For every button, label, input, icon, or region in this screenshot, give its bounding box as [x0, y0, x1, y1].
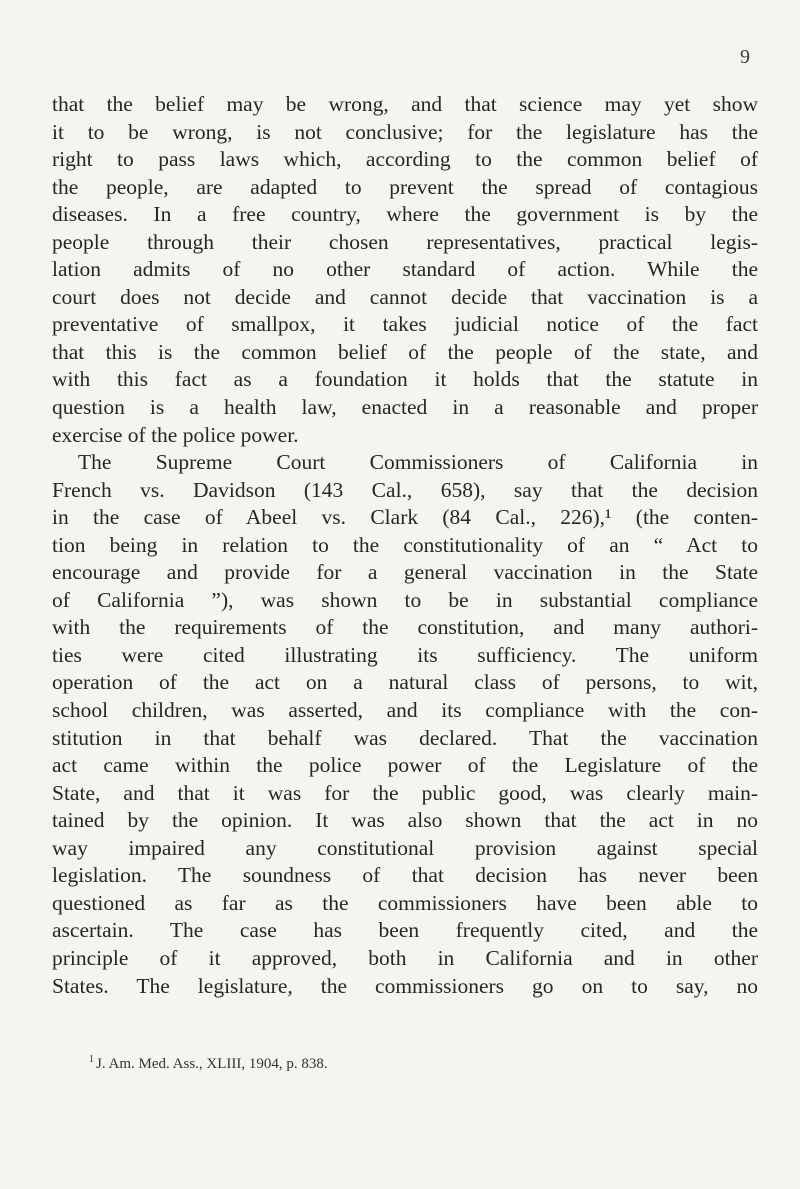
- text-line: way impaired any constitutional provision against special: [52, 835, 758, 860]
- text-line: principle of it approved, both in California and in other: [52, 945, 758, 970]
- text-line: it to be wrong, is not conclusive; for the legislature has the: [52, 119, 758, 144]
- footnote-marker: 1: [89, 1054, 94, 1065]
- footnote-text: J. Am. Med. Ass., XLIII, 1904, p. 838.: [96, 1056, 328, 1072]
- text-line: States. The legislature, the commissioners go on to say, no: [52, 973, 758, 998]
- text-line: questioned as far as the commissioners have been able to: [52, 890, 758, 915]
- text-line: ascertain. The case has been frequently cited, and the: [52, 918, 758, 943]
- text-line: with the requirements of the constitution, and many authori-: [52, 615, 758, 640]
- text-line: preventative of smallpox, it takes judicial notice of the fact: [52, 312, 758, 337]
- text-line: that the belief may be wrong, and that science may yet show: [52, 92, 758, 116]
- paragraph-vaccination-belief: [52, 91, 758, 449]
- text-line: right to pass laws which, according to the common belief of: [52, 147, 758, 172]
- page-number: 9: [740, 46, 751, 68]
- text-line: legislation. The soundness of that decision has never been: [52, 863, 758, 888]
- text-line: diseases. In a free country, where the government is by the: [52, 202, 758, 227]
- text-line: French vs. Davidson (143 Cal., 658), say that the decision: [52, 477, 758, 502]
- text-line: that this is the common belief of the people of the state, and: [52, 339, 758, 364]
- text-line: The Supreme Court Commissioners of California in: [78, 450, 758, 475]
- text-line: act came within the police power of the Legislature of the: [52, 753, 758, 778]
- text-line: people through their chosen representatives, practical legis-: [52, 229, 758, 254]
- text-line: lation admits of no other standard of action. While the: [52, 257, 758, 282]
- text-line: tion being in relation to the constitutionality of an “ Act to: [52, 532, 758, 557]
- text-line: operation of the act on a natural class of persons, to wit,: [52, 670, 758, 695]
- text-line: exercise of the police power.: [52, 422, 299, 447]
- text-line: tained by the opinion. It was also shown that the act in no: [52, 808, 758, 833]
- text-line: State, and that it was for the public good, was clearly main-: [52, 780, 758, 805]
- text-line: ties were cited illustrating its sufficiency. The uniform: [52, 642, 758, 667]
- text-line: encourage and provide for a general vaccination in the State: [52, 560, 758, 585]
- text-line: court does not decide and cannot decide that vaccination is a: [52, 284, 758, 309]
- text-line: of California ”), was shown to be in substantial compliance: [52, 587, 758, 612]
- body-text: [52, 91, 758, 1000]
- text-line: with this fact as a foundation it holds that the statute in: [52, 367, 758, 392]
- text-line: question is a health law, enacted in a reasonable and proper: [52, 395, 758, 420]
- paragraph-california-commissioners: [52, 449, 758, 1000]
- text-line: the people, are adapted to prevent the spread of contagious: [52, 174, 758, 199]
- footnote: [89, 1054, 328, 1073]
- text-line: school children, was asserted, and its compliance with the con-: [52, 698, 758, 723]
- text-line: stitution in that behalf was declared. That the vaccination: [52, 725, 758, 750]
- text-line: in the case of Abeel vs. Clark (84 Cal., 226),¹ (the conten-: [52, 505, 758, 530]
